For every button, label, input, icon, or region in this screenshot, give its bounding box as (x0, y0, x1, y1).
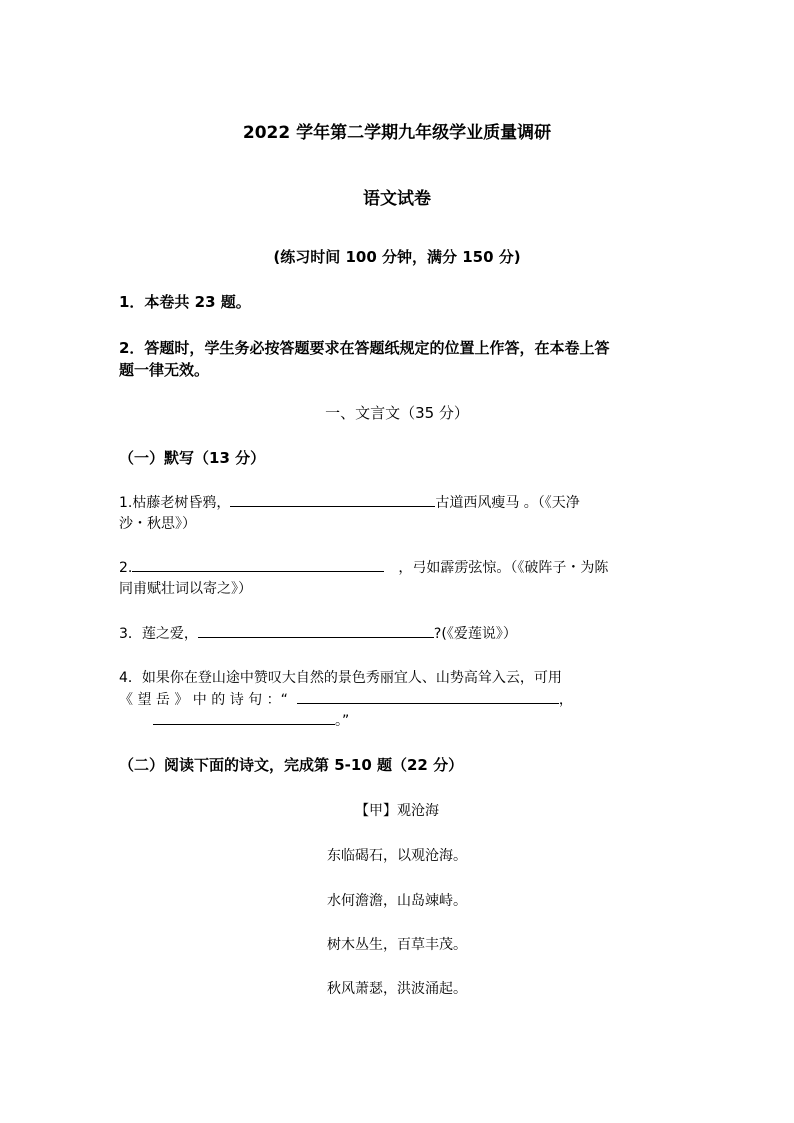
answer-blank-1[interactable] (230, 492, 435, 507)
poem-line: 东临碣石，以观沧海。 (327, 848, 467, 864)
poem-title: 【甲】观沧海 (355, 803, 439, 819)
exam-time-note: (练习时间 100 分钟，满分 150 分) (273, 248, 521, 266)
question-4-line3 (153, 710, 349, 730)
question-1-source: 沙・秋思》） (119, 516, 196, 532)
question-2-prefix: 2. (119, 560, 133, 576)
question-2 (119, 557, 608, 577)
part1-title: （一）默写（13 分） (119, 449, 266, 467)
instruction-2: 2．答题时，学生务必按答题要求在答题纸规定的位置上作答，在本卷上答 (119, 339, 610, 357)
answer-blank-4b[interactable] (153, 710, 335, 725)
question-4-line2 (119, 689, 573, 709)
section-title: 一、文言文（35 分） (325, 404, 469, 422)
question-4: 4．如果你在登山途中赞叹大自然的景色秀丽宜人、山势高耸入云，可用 (119, 670, 562, 686)
poem-line: 水何澹澹，山岛竦峙。 (327, 893, 467, 909)
question-4-comma: ， (558, 692, 573, 708)
question-4-prefix: 《 望 岳 》 中 的 诗 句 ：“ (119, 692, 288, 708)
question-1-suffix: 古道西风瘦马 。（《天净 (435, 495, 580, 511)
question-1-prefix: 1.枯藤老树昏鸦， (119, 495, 231, 511)
part2-title: （二）阅读下面的诗文，完成第 5-10 题（22 分） (119, 756, 464, 774)
question-1 (119, 492, 580, 512)
instruction-2-cont: 题一律无效。 (119, 361, 210, 379)
answer-blank-3[interactable] (198, 623, 434, 638)
poem-line: 秋风萧瑟，洪波涌起。 (327, 981, 467, 997)
question-2-source: 同甫赋壮词以寄之》） (119, 581, 252, 597)
question-3-prefix: 3．莲之爱， (119, 626, 198, 642)
poem-line: 树木丛生，百草丰茂。 (327, 937, 467, 953)
answer-blank-2[interactable] (132, 557, 384, 572)
instruction-1: 1．本卷共 23 题。 (119, 293, 251, 311)
question-3-suffix: ?(《爱莲说》） (433, 626, 517, 642)
exam-subtitle: 语文试卷 (363, 189, 431, 209)
question-2-suffix: ，弓如霹雳弦惊。（《破阵子・为陈 (398, 560, 609, 576)
exam-title: 2022 学年第二学期九年级学业质量调研 (242, 123, 552, 143)
question-4-end: 。” (335, 713, 350, 729)
answer-blank-4a[interactable] (297, 689, 559, 704)
question-3 (119, 623, 517, 643)
